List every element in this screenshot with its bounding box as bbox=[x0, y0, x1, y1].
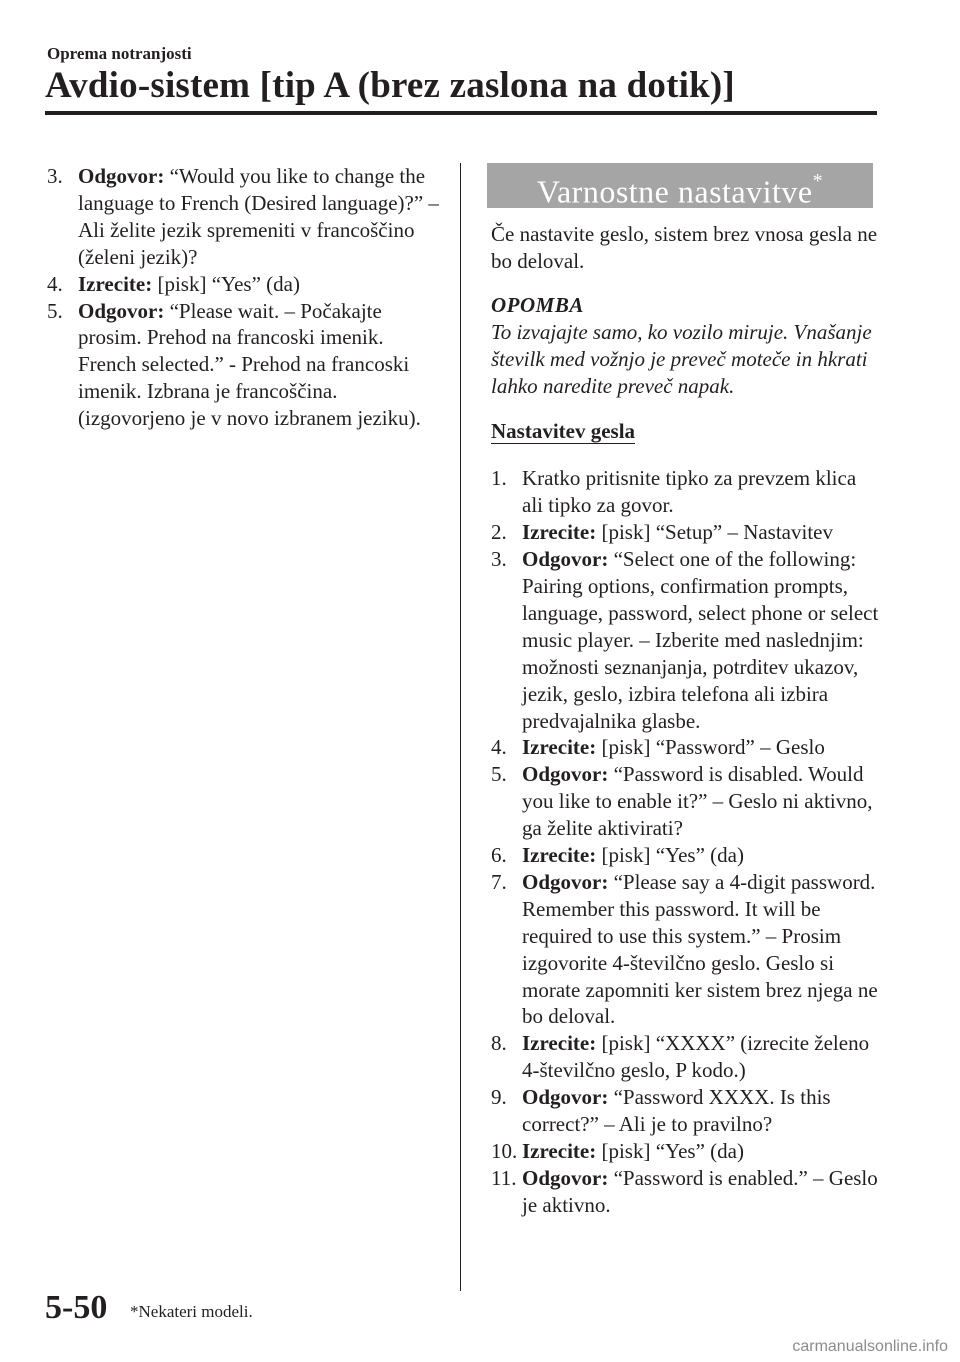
step-number: 11. bbox=[491, 1165, 517, 1190]
step-item bbox=[491, 761, 881, 842]
step-label: Izrecite: bbox=[522, 735, 597, 760]
password-steps-list bbox=[491, 465, 881, 1218]
step-label: Odgovor: bbox=[522, 547, 609, 572]
step-label: Odgovor: bbox=[522, 869, 609, 894]
step-item bbox=[491, 465, 881, 519]
step-item bbox=[491, 869, 881, 1030]
step-item bbox=[491, 546, 881, 734]
step-item bbox=[47, 163, 443, 271]
watermark-link[interactable]: carmanualsonline.info bbox=[792, 1338, 948, 1355]
step-number: 5. bbox=[47, 298, 63, 323]
step-text: “Would you like to change the language to French (Desired language)?” – Ali želite jezik spremeniti v francoščino (želeni jezik)? bbox=[78, 164, 439, 269]
step-label: Odgovor: bbox=[522, 1085, 609, 1110]
step-text: [pisk] “Yes” (da) bbox=[596, 843, 744, 868]
step-text: Kratko pritisnite tipko za prevzem klica ali tipko za govor. bbox=[522, 466, 857, 518]
step-item bbox=[491, 1084, 881, 1138]
step-number: 9. bbox=[491, 1085, 507, 1110]
step-item bbox=[491, 734, 881, 761]
step-number: 1. bbox=[491, 466, 507, 491]
step-text: “Password is disabled. Would you like to enable it?” – Geslo ni aktivno, ga želite aktivirati? bbox=[522, 762, 873, 841]
step-item bbox=[491, 1165, 881, 1219]
step-number: 4. bbox=[491, 735, 507, 760]
step-label: Izrecite: bbox=[522, 843, 597, 868]
left-steps-list bbox=[47, 163, 443, 432]
step-item bbox=[491, 842, 881, 869]
step-label: Odgovor: bbox=[522, 762, 609, 787]
step-text: [pisk] “Setup” – Nastavitev bbox=[596, 520, 833, 545]
step-text: [pisk] “Yes” (da) bbox=[152, 271, 300, 296]
step-text: “Please wait. – Počakajte prosim. Prehod na francoski imenik. French selected.” - Prehod na francoski imenik. Izbrana je francoščina. (izgovorjeno je v novo izbranem jeziku). bbox=[78, 298, 421, 431]
step-item bbox=[47, 298, 443, 433]
step-text: “Password is enabled.” – Geslo je aktivno. bbox=[522, 1165, 878, 1217]
step-number: 2. bbox=[491, 520, 507, 545]
note-heading: OPOMBA bbox=[491, 292, 584, 317]
asterisk-mark: * bbox=[812, 170, 824, 192]
intro-paragraph: Če nastavite geslo, sistem brez vnosa gesla ne bo deloval. bbox=[491, 222, 878, 273]
step-number: 7. bbox=[491, 869, 507, 894]
step-item bbox=[491, 1030, 881, 1084]
step-text: “Password XXXX. Is this correct?” – Ali je to pravilno? bbox=[522, 1085, 831, 1137]
step-label: Izrecite: bbox=[78, 271, 153, 296]
step-text: “Select one of the following: Pairing options, confirmation prompts, language, password, select phone or select music player. – Izberite med naslednjim: možnosti seznanjanja, potrditev ukazov, jezik, geslo, izbira telefona ali izbira predvajalnika glasbe. bbox=[522, 547, 879, 733]
note-text: To izvajajte samo, ko vozilo miruje. Vnašanje številk med vožnjo je preveč moteče in hkrati lahko naredite preveč napak. bbox=[491, 319, 872, 398]
page-number: 5-50 bbox=[45, 1289, 108, 1326]
step-item bbox=[491, 1138, 881, 1165]
step-text: [pisk] “XXXX” (izrecite želeno 4-številčno geslo, P kodo.) bbox=[522, 1031, 870, 1083]
step-label: Odgovor: bbox=[78, 298, 165, 323]
step-label: Odgovor: bbox=[522, 1165, 609, 1190]
step-number: 8. bbox=[491, 1031, 507, 1056]
step-label: Izrecite: bbox=[522, 1139, 597, 1163]
step-number: 6. bbox=[491, 843, 507, 868]
step-number: 3. bbox=[47, 164, 63, 188]
left-column bbox=[47, 163, 443, 432]
step-item bbox=[491, 519, 881, 546]
step-text: [pisk] “Yes” (da) bbox=[596, 1139, 744, 1163]
step-label: Odgovor: bbox=[78, 164, 165, 188]
step-item bbox=[47, 271, 443, 298]
header-rule bbox=[45, 111, 877, 115]
step-number: 5. bbox=[491, 762, 507, 787]
page-title: Avdio-sistem [tip A (brez zaslona na dotik)] bbox=[45, 65, 735, 106]
section-banner bbox=[487, 163, 873, 208]
step-number: 3. bbox=[491, 547, 507, 572]
step-number: 4. bbox=[47, 271, 63, 296]
subheading: Nastavitev gesla bbox=[491, 419, 636, 444]
column-divider bbox=[460, 163, 461, 1291]
step-text: “Please say a 4-digit password. Remember this password. It will be required to use this system.” – Prosim izgovorite 4-številčno geslo. Geslo si morate zapomniti ker sistem brez njega ne bo deloval. bbox=[522, 869, 878, 1029]
right-column bbox=[491, 163, 881, 1219]
step-text: [pisk] “Password” – Geslo bbox=[596, 735, 825, 760]
footnote: *Nekateri modeli. bbox=[130, 1302, 253, 1321]
step-number: 10. bbox=[491, 1139, 518, 1163]
section-banner-title: Varnostne nastavitve bbox=[536, 173, 813, 210]
step-label: Izrecite: bbox=[522, 1031, 597, 1056]
header-section-label: Oprema notranjosti bbox=[47, 44, 192, 63]
step-label: Izrecite: bbox=[522, 520, 597, 545]
